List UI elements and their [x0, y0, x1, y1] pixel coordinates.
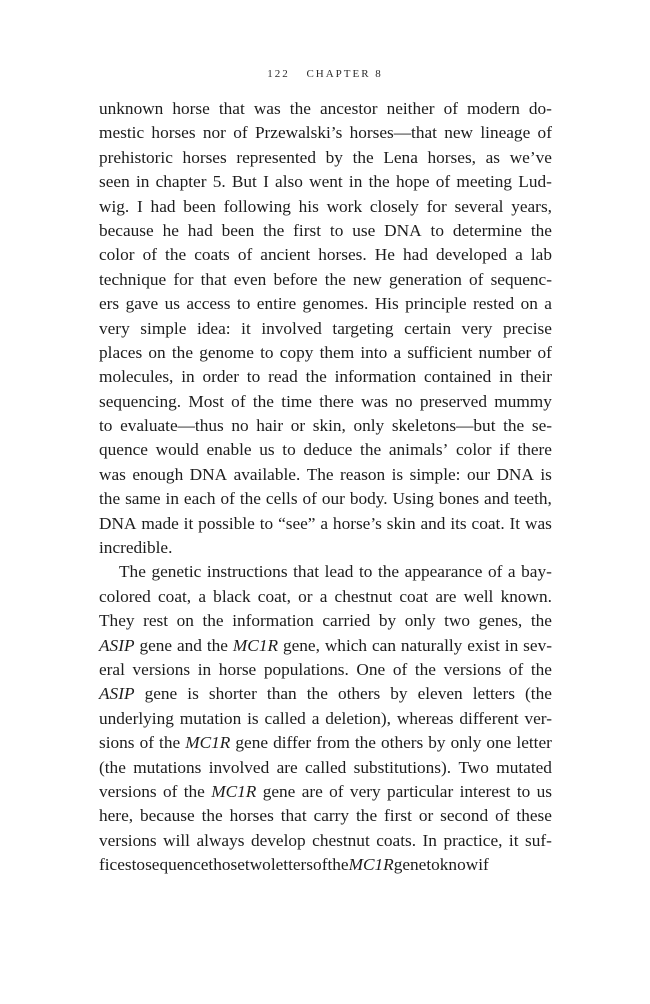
- text-line: eral versions in horse populations. One of the versions of the: [99, 659, 552, 679]
- text-line: sions of the MC1R gene differ from the others by only one letter: [99, 733, 552, 753]
- text-line: They rest on the information carried by only two genes, the: [99, 611, 552, 631]
- text-line: unknown horse that was the ancestor neither of modern do-: [99, 99, 552, 118]
- text-line: ers gave us access to entire genomes. His principle rested on a: [99, 294, 552, 314]
- text-line: colored coat, a black coat, or a chestnut coat are well known.: [99, 586, 552, 606]
- text-line: underlying mutation is called a deletion), whereas different ver-: [99, 708, 552, 728]
- text-line: ASIP gene and the MC1R gene, which can naturally exist in sev-: [99, 635, 552, 655]
- text-line: quence would enable us to deduce the animals’ color if there: [99, 440, 552, 460]
- text-line: versions will always develop chestnut coats. In practice, it suf-: [99, 830, 552, 850]
- text-line: ASIP gene is shorter than the others by eleven letters (the: [99, 684, 552, 704]
- text-line: prehistoric horses represented by the Lena horses, as we’ve: [99, 147, 552, 167]
- text-line: color of the coats of ancient horses. He had developed a lab: [99, 245, 552, 265]
- text-line: incredible.: [99, 538, 173, 558]
- text-line: the same in each of the cells of our body. Using bones and teeth,: [99, 489, 552, 509]
- text-line: places on the genome to copy them into a sufficient number of: [99, 342, 552, 362]
- text-line: (the mutations involved are called substitutions). Two mutated: [99, 757, 552, 777]
- paragraph: [99, 97, 552, 560]
- text-line: was enough DNA available. The reason is simple: our DNA is: [99, 464, 552, 484]
- text-line: to evaluate—thus no hair or skin, only skeletons—but the se-: [99, 416, 552, 436]
- running-head: [0, 68, 650, 80]
- text-line: The genetic instructions that lead to the appearance of a bay-: [119, 562, 552, 582]
- text-line: DNA made it possible to “see” a horse’s skin and its coat. It was: [99, 513, 552, 533]
- body-text: [99, 97, 552, 878]
- text-line: mestic horses nor of Przewalski’s horses—that new lineage of: [99, 123, 552, 143]
- text-line: seen in chapter 5. But I also went in the hope of meeting Lud-: [99, 172, 552, 192]
- paragraph: [99, 560, 552, 877]
- text-line: very simple idea: it involved targeting certain very precise: [99, 318, 552, 338]
- text-line: because he had been the first to use DNA to determine the: [99, 220, 552, 240]
- text-line: versions of the MC1R gene are of very particular interest to us: [99, 781, 552, 801]
- text-line: molecules, in order to read the information contained in their: [99, 367, 552, 387]
- text-line: fices to sequence those two letters of the MC1R gene to know if: [99, 855, 489, 875]
- text-line: here, because the horses that carry the first or second of these: [99, 806, 552, 826]
- text-line: sequencing. Most of the time there was no preserved mummy: [99, 391, 552, 411]
- text-line: wig. I had been following his work closely for several years,: [99, 196, 552, 216]
- page-number: 122: [267, 68, 290, 80]
- chapter-label: CHAPTER 8: [306, 68, 383, 80]
- text-line: technique for that even before the new generation of sequenc-: [99, 269, 552, 289]
